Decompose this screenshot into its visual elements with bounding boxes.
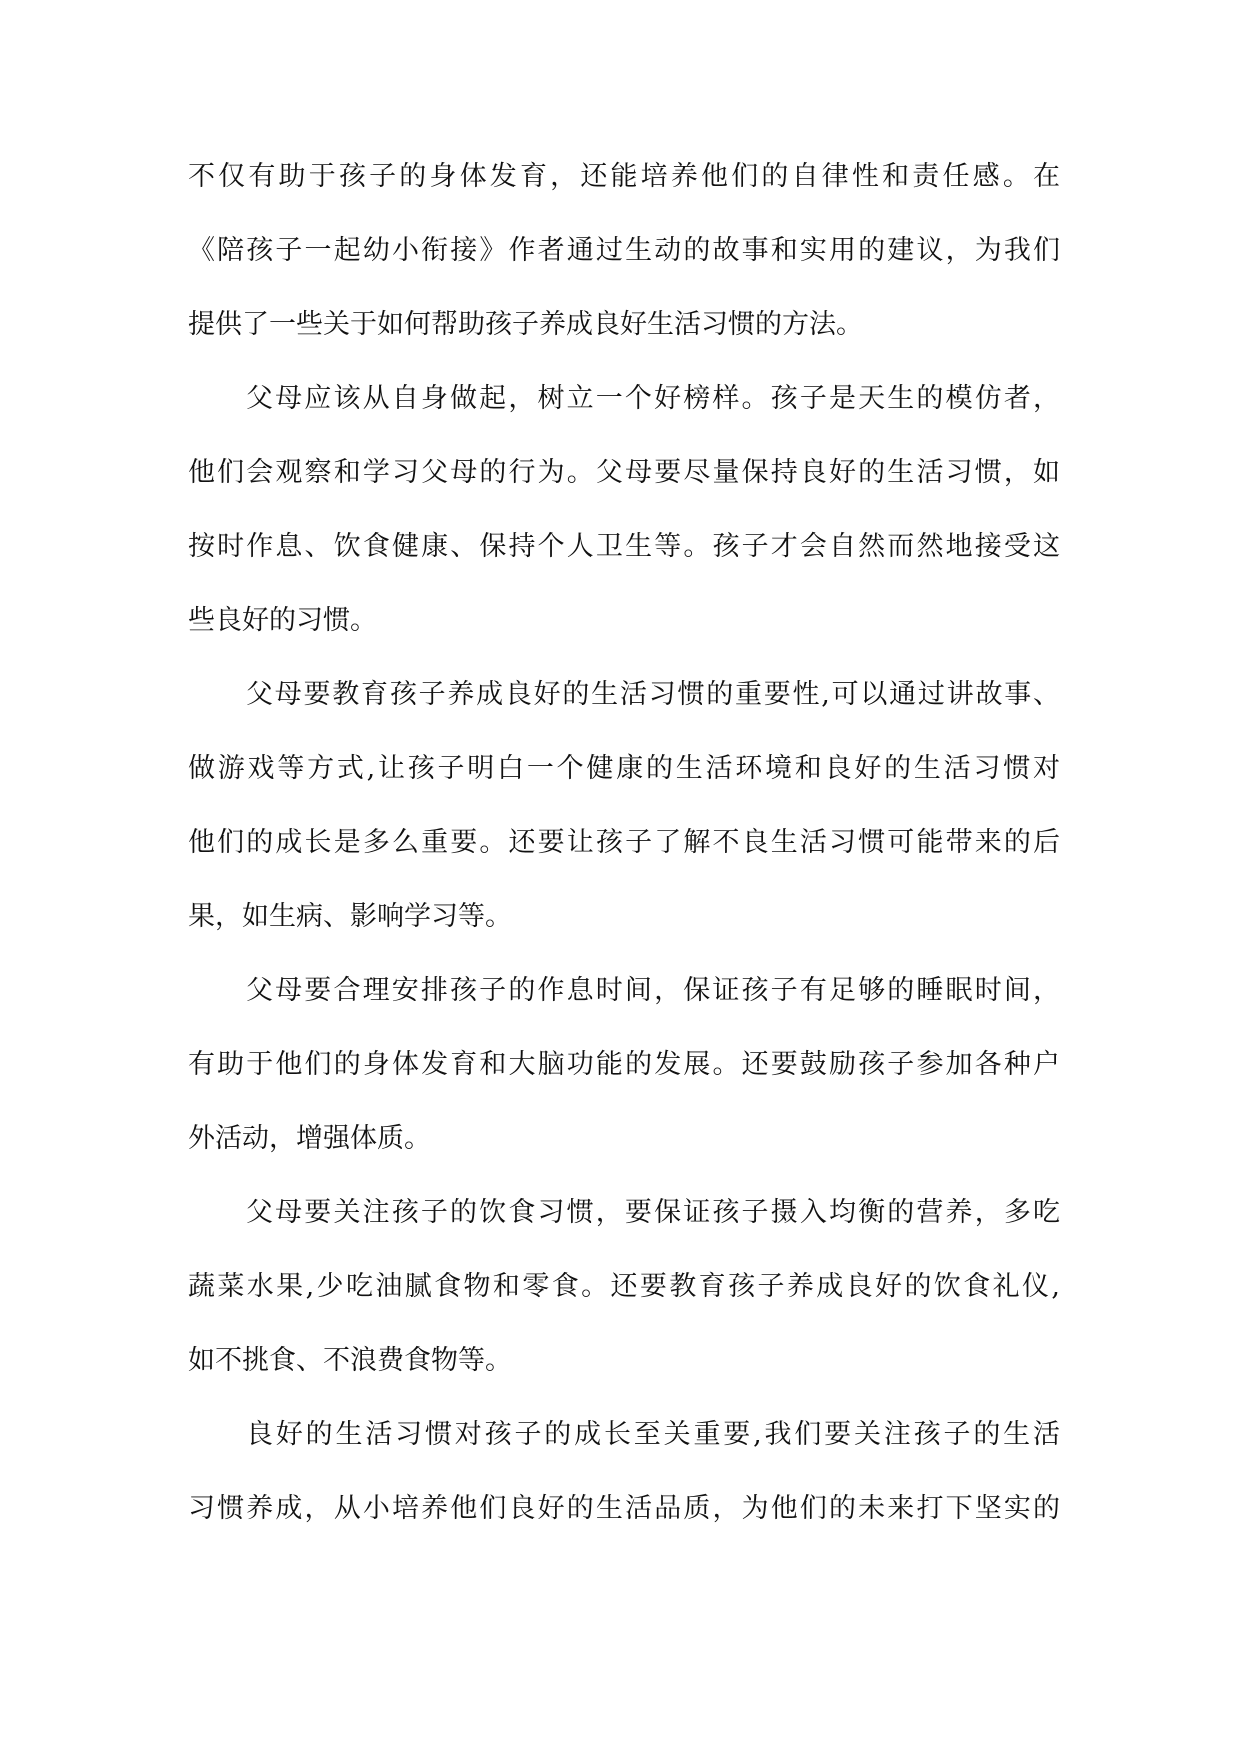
text-line-13: 有助于他们的身体发育和大脑功能的发展。还要鼓励孩子参加各种户 [188,1049,1060,1080]
text-line-1: 不仅有助于孩子的身体发育，还能培养他们的自律性和责任感。在 [188,161,1060,192]
text-line-14: 外活动，增强体质。 [188,1123,431,1154]
text-line-19: 习惯养成，从小培养他们良好的生活品质，为他们的未来打下坚实的 [188,1493,1060,1524]
text-line-9: 做游戏等方式,让孩子明白一个健康的生活环境和良好的生活习惯对 [188,753,1060,784]
text-line-4: 父母应该从自身做起，树立一个好榜样。孩子是天生的模仿者， [246,383,1060,414]
text-line-10: 他们的成长是多么重要。还要让孩子了解不良生活习惯可能带来的后 [188,827,1060,858]
document-body [188,140,1060,1546]
text-line-16: 蔬菜水果,少吃油腻食物和零食。还要教育孩子养成良好的饮食礼仪, [188,1271,1060,1302]
text-line-11: 果，如生病、影响学习等。 [188,901,512,932]
text-line-12: 父母要合理安排孩子的作息时间，保证孩子有足够的睡眠时间， [246,975,1060,1006]
text-line-15: 父母要关注孩子的饮食习惯，要保证孩子摄入均衡的营养，多吃 [246,1197,1060,1228]
text-line-6: 按时作息、饮食健康、保持个人卫生等。孩子才会自然而然地接受这 [188,531,1060,562]
text-line-18: 良好的生活习惯对孩子的成长至关重要,我们要关注孩子的生活 [246,1419,1060,1450]
text-line-5: 他们会观察和学习父母的行为。父母要尽量保持良好的生活习惯，如 [188,457,1060,488]
text-line-7: 些良好的习惯。 [188,605,377,636]
text-line-17: 如不挑食、不浪费食物等。 [188,1345,512,1376]
text-line-3: 提供了一些关于如何帮助孩子养成良好生活习惯的方法。 [188,309,863,340]
text-line-2: 《陪孩子一起幼小衔接》作者通过生动的故事和实用的建议，为我们 [188,235,1060,266]
text-line-8: 父母要教育孩子养成良好的生活习惯的重要性,可以通过讲故事、 [246,679,1060,710]
